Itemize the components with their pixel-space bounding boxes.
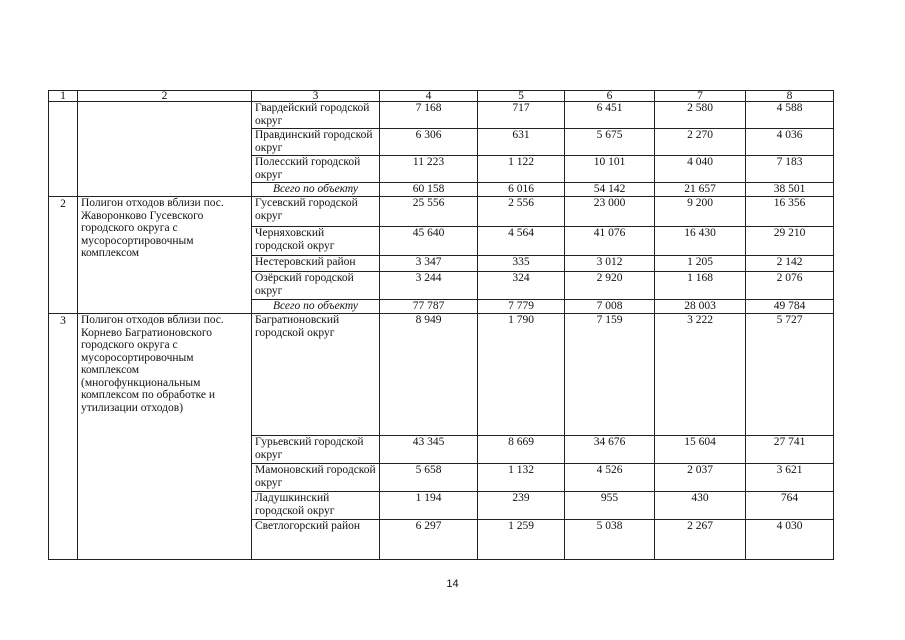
value-cell: 27 741: [746, 436, 834, 464]
value-cell: 4 564: [478, 227, 565, 256]
value-cell: 335: [478, 256, 565, 272]
header-cell: 6: [565, 91, 655, 102]
value-cell: 6 297: [380, 520, 478, 560]
value-cell: 45 640: [380, 227, 478, 256]
value-cell: 2 037: [655, 464, 746, 492]
value-cell: 41 076: [565, 227, 655, 256]
value-cell: 1 259: [478, 520, 565, 560]
value-cell: 38 501: [746, 183, 834, 197]
municipality-cell: Светлогорский район: [252, 520, 380, 560]
municipality-cell: Нестеровский район: [252, 256, 380, 272]
value-cell: 2 270: [655, 129, 746, 156]
value-cell: 2 076: [746, 272, 834, 300]
table-row: [49, 314, 834, 436]
value-cell: 1 194: [380, 492, 478, 520]
value-cell: 8 669: [478, 436, 565, 464]
value-cell: 7 168: [380, 102, 478, 129]
value-cell: 631: [478, 129, 565, 156]
value-cell: 1 790: [478, 314, 565, 436]
value-cell: 4 030: [746, 520, 834, 560]
value-cell: 1 168: [655, 272, 746, 300]
header-cell: 5: [478, 91, 565, 102]
municipality-cell: Озёрский городской округ: [252, 272, 380, 300]
total-label: Всего по объекту: [252, 300, 380, 314]
value-cell: 2 267: [655, 520, 746, 560]
value-cell: 16 356: [746, 197, 834, 227]
header-cell: 8: [746, 91, 834, 102]
table-row: [49, 102, 834, 129]
object-cell: Полигон отходов вблизи пос. Жаворонково Гусевского городского округа с мусоросортировочным комплексом: [78, 197, 252, 314]
value-cell: 10 101: [565, 156, 655, 183]
value-cell: 49 784: [746, 300, 834, 314]
value-cell: 4 526: [565, 464, 655, 492]
value-cell: 430: [655, 492, 746, 520]
row-number-cell: 3: [49, 314, 78, 560]
value-cell: 54 142: [565, 183, 655, 197]
value-cell: 11 223: [380, 156, 478, 183]
value-cell: 23 000: [565, 197, 655, 227]
value-cell: 4 040: [655, 156, 746, 183]
value-cell: 6 451: [565, 102, 655, 129]
data-table: [48, 90, 834, 560]
table-row: [49, 197, 834, 227]
row-number-cell: 2: [49, 197, 78, 314]
value-cell: 3 012: [565, 256, 655, 272]
value-cell: 34 676: [565, 436, 655, 464]
value-cell: 1 122: [478, 156, 565, 183]
value-cell: 3 244: [380, 272, 478, 300]
value-cell: 239: [478, 492, 565, 520]
row-number-cell: [49, 102, 78, 197]
value-cell: 5 727: [746, 314, 834, 436]
value-cell: 2 920: [565, 272, 655, 300]
header-cell: 4: [380, 91, 478, 102]
value-cell: 1 205: [655, 256, 746, 272]
value-cell: 717: [478, 102, 565, 129]
header-cell: 3: [252, 91, 380, 102]
value-cell: 3 621: [746, 464, 834, 492]
value-cell: 5 675: [565, 129, 655, 156]
value-cell: 16 430: [655, 227, 746, 256]
object-cell: Полигон отходов вблизи пос. Корнево Багратионовского городского округа с мусоросортировочным комплексом (многофункциональным комплексом по обработке и утилизации отходов): [78, 314, 252, 560]
value-cell: 77 787: [380, 300, 478, 314]
value-cell: 7 779: [478, 300, 565, 314]
value-cell: 955: [565, 492, 655, 520]
object-cell: [78, 102, 252, 197]
header-cell: 2: [78, 91, 252, 102]
page-number: 14: [446, 578, 459, 590]
value-cell: 7 183: [746, 156, 834, 183]
value-cell: 43 345: [380, 436, 478, 464]
value-cell: 3 347: [380, 256, 478, 272]
value-cell: 5 038: [565, 520, 655, 560]
value-cell: 1 132: [478, 464, 565, 492]
value-cell: 764: [746, 492, 834, 520]
municipality-cell: Гурьевский городской округ: [252, 436, 380, 464]
value-cell: 8 949: [380, 314, 478, 436]
header-cell: 1: [49, 91, 78, 102]
value-cell: 21 657: [655, 183, 746, 197]
value-cell: 15 604: [655, 436, 746, 464]
municipality-cell: Гусевский городской округ: [252, 197, 380, 227]
value-cell: 6 306: [380, 129, 478, 156]
value-cell: 324: [478, 272, 565, 300]
municipality-cell: Мамоновский городской округ: [252, 464, 380, 492]
value-cell: 6 016: [478, 183, 565, 197]
municipality-cell: Правдинский городской округ: [252, 129, 380, 156]
value-cell: 2 556: [478, 197, 565, 227]
municipality-cell: Багратионовский городской округ: [252, 314, 380, 436]
municipality-cell: Полесский городской округ: [252, 156, 380, 183]
value-cell: 7 159: [565, 314, 655, 436]
value-cell: 29 210: [746, 227, 834, 256]
value-cell: 2 580: [655, 102, 746, 129]
value-cell: 4 588: [746, 102, 834, 129]
value-cell: 25 556: [380, 197, 478, 227]
municipality-cell: Гвардейский городской округ: [252, 102, 380, 129]
value-cell: 4 036: [746, 129, 834, 156]
municipality-cell: Черняховский городской округ: [252, 227, 380, 256]
total-label: Всего по объекту: [252, 183, 380, 197]
value-cell: 3 222: [655, 314, 746, 436]
value-cell: 28 003: [655, 300, 746, 314]
header-row: [49, 91, 834, 102]
header-cell: 7: [655, 91, 746, 102]
value-cell: 2 142: [746, 256, 834, 272]
value-cell: 60 158: [380, 183, 478, 197]
value-cell: 9 200: [655, 197, 746, 227]
value-cell: 5 658: [380, 464, 478, 492]
municipality-cell: Ладушкинский городской округ: [252, 492, 380, 520]
value-cell: 7 008: [565, 300, 655, 314]
